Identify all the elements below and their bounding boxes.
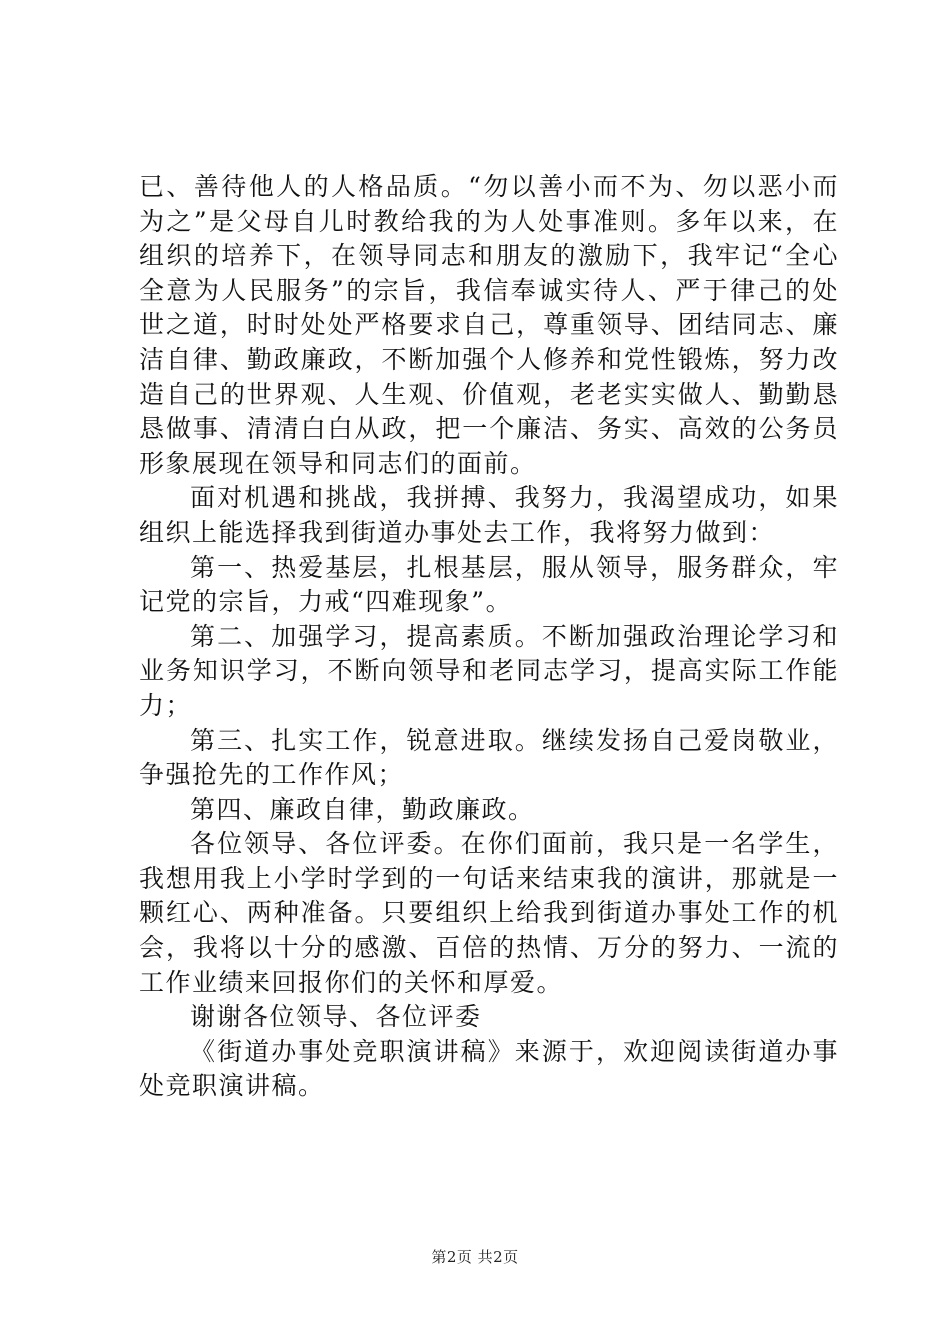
paragraph-point-one: 第一、热爱基层，扎根基层，服从领导，服务群众，牢记党的宗旨，力戒“四难现象”。 [139, 552, 839, 617]
paragraph-source: 《街道办事处竞职演讲稿》来源于，欢迎阅读街道办事处竞职演讲稿。 [139, 1036, 839, 1101]
paragraph-continuation: 已、善待他人的人格品质。“勿以善小而不为、勿以恶小而为之”是父母自儿时教给我的为人处事准则。多年以来，在组织的培养下，在领导同志和朋友的激励下，我牢记“全心全意为人民服务”的宗旨，我信奉诚实待人、严于律己的处世之道，时时处处严格要求自己，尊重领导、团结同志、廉洁自律、勤政廉政，不断加强个人修养和党性锻炼，努力改造自己的世界观、人生观、价值观，老老实实做人、勤勤恳恳做事、清清白白从政，把一个廉洁、务实、高效的公务员形象展现在领导和同志们的面前。 [139, 172, 839, 478]
paragraph-point-three: 第三、扎实工作，锐意进取。继续发扬自己爱岗敬业，争强抢先的工作作风； [139, 725, 839, 790]
page-footer: 第2页 共2页 [431, 1248, 519, 1266]
paragraph-thanks: 谢谢各位领导、各位评委 [190, 1002, 482, 1032]
paragraph-opportunity: 面对机遇和挑战，我拼搏、我努力，我渴望成功，如果组织上能选择我到街道办事处去工作，我将努力做到： [139, 483, 839, 547]
document-body [139, 170, 839, 1104]
paragraph-closing: 各位领导、各位评委。在你们面前，我只是一名学生，我想用我上小学时学到的一句话来结束我的演讲，那就是一颗红心、两种准备。只要组织上给我到街道办事处工作的机会，我将以十分的感激、百倍的热情、万分的努力、一流的工作业绩来回报你们的关怀和厚爱。 [139, 829, 839, 997]
paragraph-point-two: 第二、加强学习，提高素质。不断加强政治理论学习和业务知识学习，不断向领导和老同志学习，提高实际工作能力； [139, 621, 839, 720]
paragraph-point-four: 第四、廉政自律，勤政廉政。 [190, 794, 535, 824]
